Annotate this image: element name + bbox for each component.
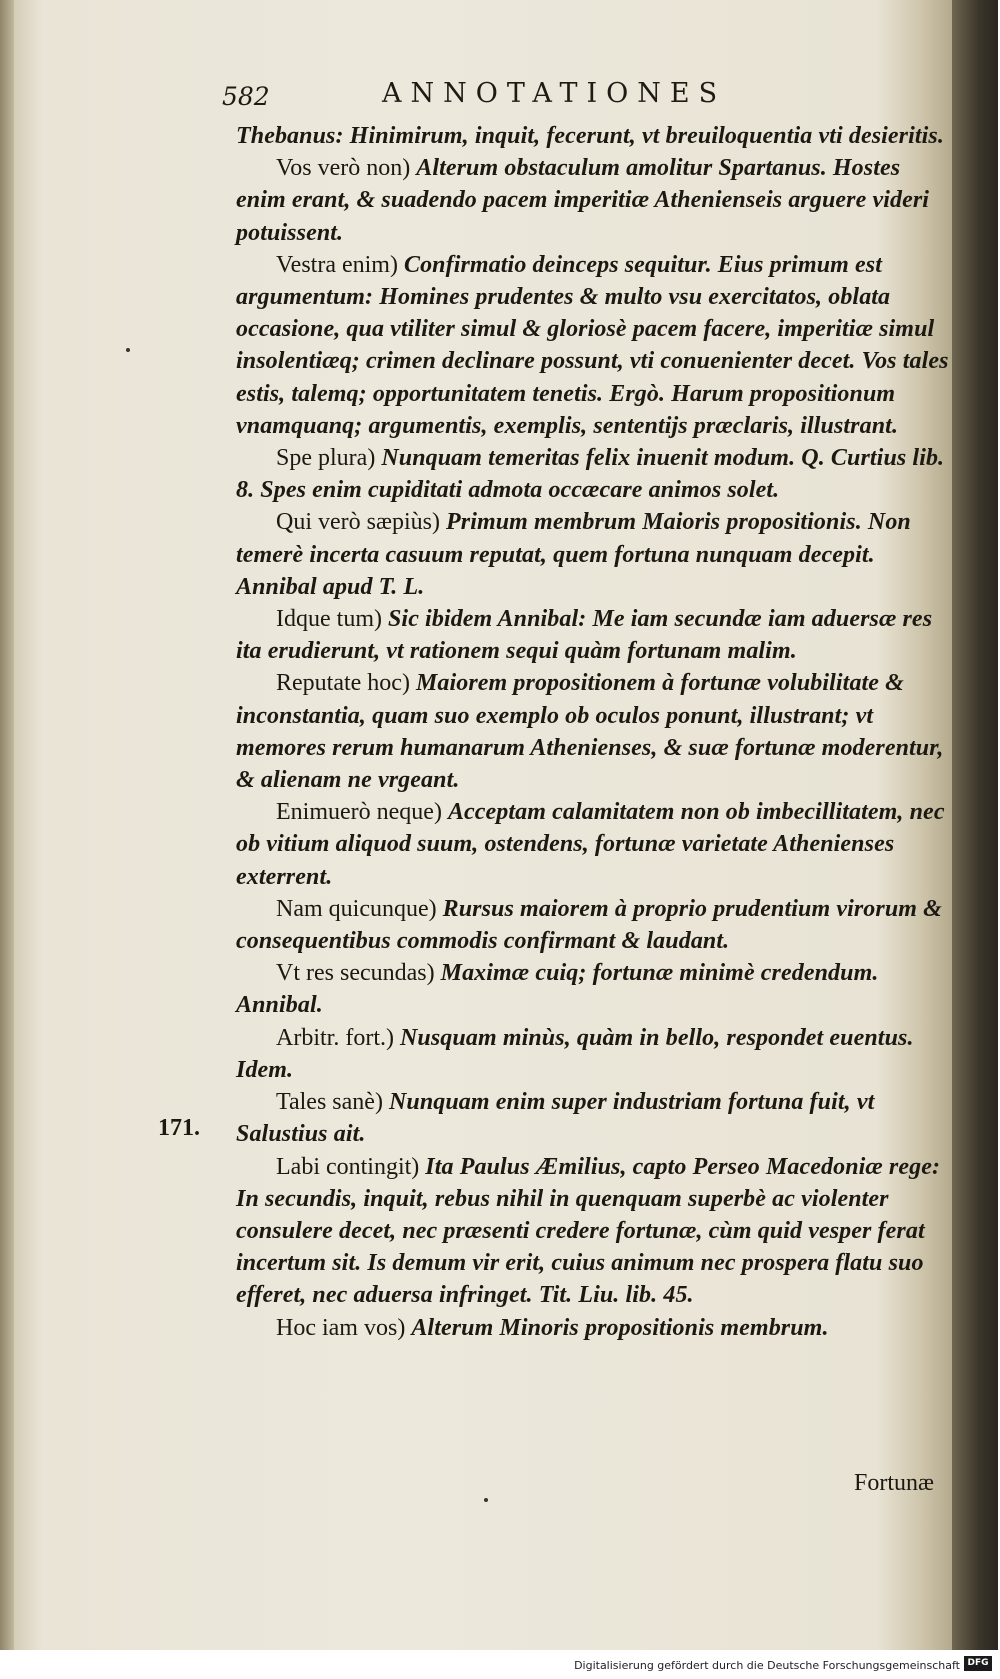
paragraph-comment: Nunquam temeritas felix inuenit modum. Q. Curtius lib. 8. Spes enim cupiditati admota occæcare animos solet. [236,445,945,504]
annotation-paragraph [236,152,952,249]
paragraph-lemma: Enimuerò neque) [276,799,442,826]
annotation-body [236,120,952,1344]
paragraph-comment: Thebanus: Hinimirum, inquit, fecerunt, vt breuiloquentia vti desieritis. [236,123,944,149]
paragraph-comment: Primum membrum Maioris propositionis. Non temerè incerta casuum reputat, quem fortuna nunquam decepit. Annibal apud T. L. [236,509,911,600]
annotation-paragraph [236,1312,952,1344]
annotation-paragraph [236,893,952,957]
paragraph-comment: Maximæ cuiq; fortunæ minimè credendum. Annibal. [236,960,879,1019]
annotation-paragraph [236,1151,952,1312]
paragraph-lemma: Tales sanè) [276,1089,383,1116]
paragraph-comment: Maiorem propositionem à fortunæ volubilitate & inconstantia, quam suo exemplo ob oculos ponunt, illustrant; vt memores rerum humanarum Athenienses, & suæ fortunæ moderentur, & alienam ne vrgeant. [236,670,944,794]
annotation-paragraph [236,506,952,603]
paragraph-comment: Rursus maiorem à proprio prudentium virorum & consequentibus commodis confirmant & laudant. [236,895,942,955]
annotation-paragraph [236,667,952,796]
annotation-paragraph [236,957,952,1021]
paragraph-comment: Alterum Minoris propositionis membrum. [411,1314,829,1341]
annotation-paragraph [236,603,952,667]
annotation-paragraph [236,796,952,893]
paragraph-lemma: Vos verò non) [276,155,411,182]
paragraph-lemma: Labi contingit) [276,1153,420,1180]
margin-number: 171. [158,1115,200,1141]
paragraph-lemma: Qui verò sæpiùs) [276,509,440,536]
page-number: 582 [222,82,270,111]
annotation-paragraph [236,249,952,442]
running-head [222,78,822,112]
paper-speck [126,348,130,352]
paragraph-comment: Acceptam calamitatem non ob imbecillitatem, nec ob vitium aliquod suum, ostendens, fortunæ varietate Athenienses exterrent. [236,799,945,890]
paragraph-lemma: Nam quicunque) [276,895,437,922]
annotation-paragraph [236,1086,952,1150]
running-title: ANNOTATIONES [382,78,727,109]
paragraph-lemma: Reputate hoc) [276,670,410,697]
paragraph-comment: Ita Paulus Æmilius, capto Perseo Macedoniæ rege: In secundis, inquit, rebus nihil in quenquam superbè ac violenter consulere decet, nec præsenti credere fortunæ, cùm quid vesper ferat incertum sit. Is demum vir erit, cuius animum nec prospera flatu suo efferet, nec aduersa infringet. Tit. Liu. lib. 45. [236,1153,941,1309]
paper-speck [484,1498,488,1502]
funding-credit: Digitalisierung gefördert durch die Deutsche Forschungsgemeinschaft [574,1659,960,1672]
paragraph-lemma: Idque tum) [276,606,382,633]
paragraph-lemma: Hoc iam vos) [276,1314,406,1341]
catchword: Fortunæ [854,1470,935,1496]
annotation-paragraph [236,120,952,152]
paragraph-lemma: Vestra enim) [276,251,398,278]
annotation-paragraph [236,1022,952,1086]
paragraph-lemma: Arbitr. fort.) [276,1024,394,1051]
paragraph-comment: Confirmatio deinceps sequitur. Eius primum est argumentum: Homines prudentes & multo vsu exercitatos, oblata occasione, qua vtiliter simul & gloriosè pacem facere, imperitiæ simul insolentiæq; crimen declinare possunt, vti conuenienter decet. Vos tales estis, talemq; opportunitatem tenetis. Ergò. Harum propositionum vnamquanq; argumentis, exemplis, sententijs præclaris, illustrant. [236,251,949,439]
paragraph-lemma: Vt res secundas) [276,960,435,987]
paragraph-comment: Nusquam minùs, quàm in bello, respondet euentus. Idem. [236,1024,914,1083]
book-fore-edge [952,0,998,1650]
paragraph-lemma: Spe plura) [276,445,376,472]
annotation-paragraph [236,442,952,506]
dfg-logo: DFG [964,1656,992,1671]
paragraph-comment: Sic ibidem Annibal: Me iam secundæ iam aduersæ res ita erudierunt, vt rationem sequi quàm fortunam malim. [236,606,933,665]
paragraph-comment: Alterum obstaculum amolitur Spartanus. Hostes enim erant, & suadendo pacem imperitiæ Athenienseis arguere videri potuissent. [236,155,930,246]
digitization-footer [0,1650,1000,1679]
paragraph-comment: Nunquam enim super industriam fortuna fuit, vt Salustius ait. [236,1089,875,1148]
